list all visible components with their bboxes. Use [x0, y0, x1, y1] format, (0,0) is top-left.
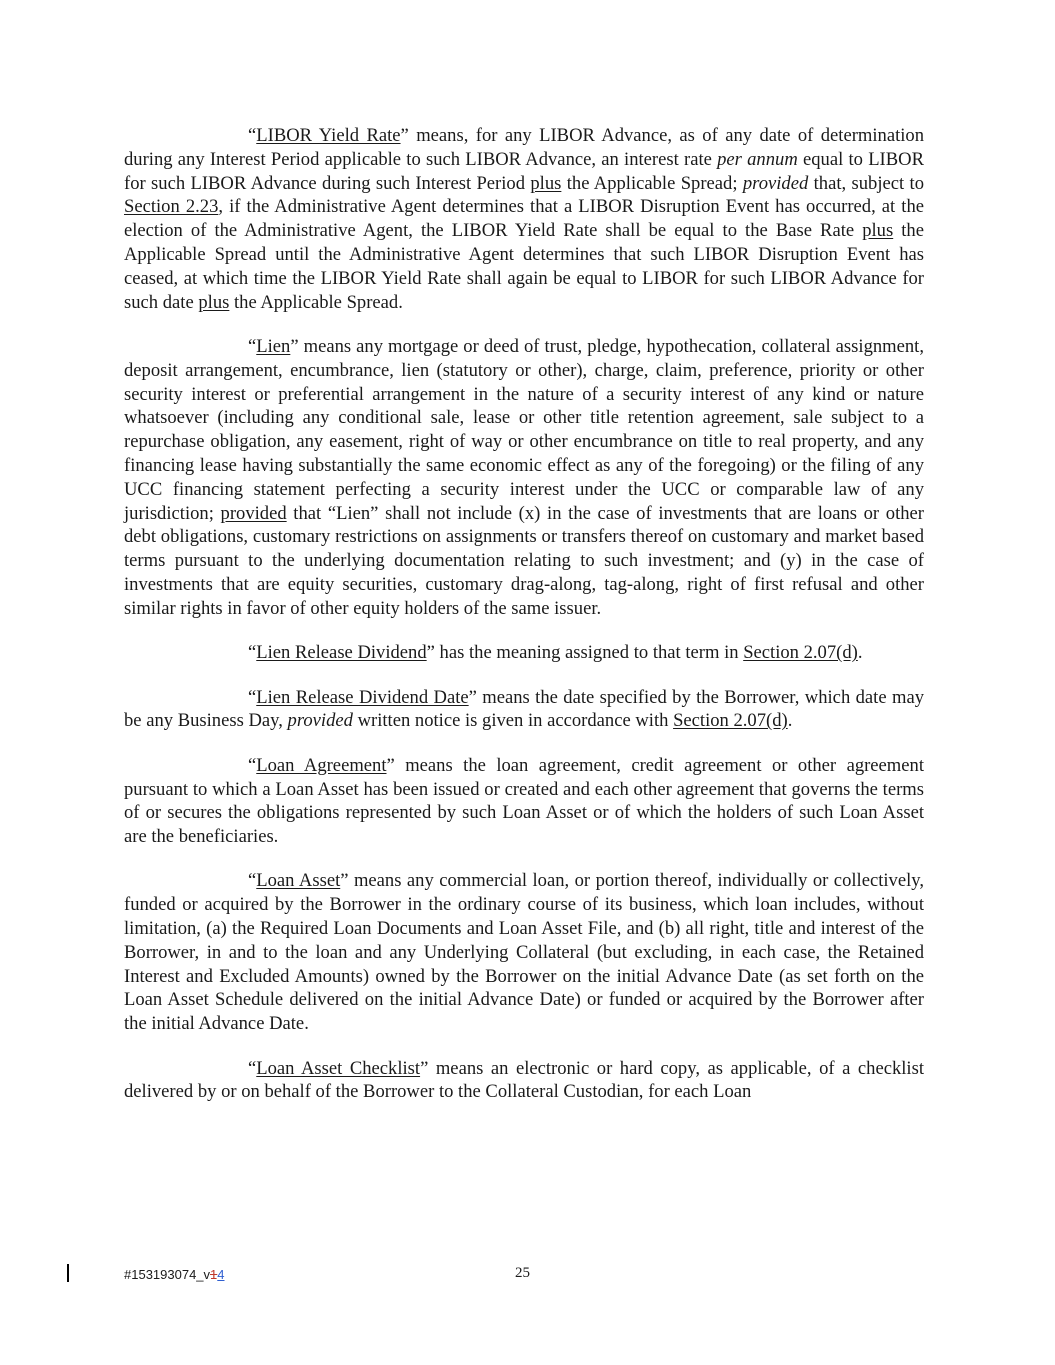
version-inserted: 4	[217, 1267, 225, 1282]
defined-term-or-reference: Lien Release Dividend Date	[256, 686, 469, 708]
definition-lien-release-dividend-date	[124, 686, 924, 734]
text-run: “	[248, 642, 257, 664]
text-run: .	[857, 642, 863, 664]
text-run: the Applicable Spread until the Administrative Agent determines that such LIBOR Disruption Event has ceased, at which time the LIBOR Yield Rate shall again be equal to LIBOR for such LIBOR Advance for such date	[124, 220, 924, 313]
defined-term-or-reference: Section 2.23	[124, 196, 219, 218]
text-run: “	[248, 125, 257, 146]
italic-text: provided	[287, 710, 353, 732]
text-run: the Applicable Spread.	[229, 291, 403, 313]
defined-term-or-reference: Loan Asset Checklist	[256, 1057, 421, 1079]
definition-lien	[124, 335, 924, 621]
text-run: , if the Administrative Agent determines that a LIBOR Disruption Event has occurred, at the election of the Administrative Agent, the LIBOR Yield Rate shall be equal to the Base Rate	[124, 196, 924, 242]
defined-term-or-reference: Lien Release Dividend	[256, 642, 427, 664]
definition-loan-asset-checklist	[124, 1057, 924, 1105]
defined-term-or-reference: provided	[220, 502, 287, 524]
text-run: ” means the loan agreement, credit agreement or other agreement pursuant to which a Loan Asset has been issued or created and each other agreement that governs the terms of or secures the obligations represented by such Loan Asset or of which the holders of such Loan Asset are the beneficiaries.	[124, 754, 924, 848]
text-run: ” means an electronic or hard copy, as applicable, of a checklist delivered by or on behalf of the Borrower to the Collateral Custodian, for each Loan	[124, 1057, 924, 1103]
italic-text: provided	[742, 172, 809, 194]
defined-term-or-reference: Loan Asset	[256, 870, 341, 892]
definition-loan-asset	[124, 869, 924, 1036]
page-number: 25	[515, 1265, 530, 1281]
doc-id-prefix: #153193074_v	[124, 1267, 211, 1282]
text-run: ” means any commercial loan, or portion thereof, individually or collectively, funded or acquired by the Borrower in the ordinary course of its business, which loan includes, without limitation, (a) the Required Loan Documents and Loan Asset File, and (b) all right, title and interest of the Borrower, in and to the loan and any Underlying Collateral (but excluding, in each case, the Retained Interest and Excluded Amounts) owned by the Borrower on the initial Advance Date (as set forth on the Loan Asset Schedule delivered on the initial Advance Date) or funded or acquired by the Borrower after the initial Advance Date.	[124, 870, 924, 1035]
defined-term-or-reference: plus	[198, 291, 230, 313]
text-run: ” has the meaning assigned to that term in	[426, 642, 744, 664]
text-run: “	[248, 686, 257, 708]
text-run: that, subject to	[808, 172, 925, 194]
text-run: the Applicable Spread;	[561, 172, 743, 194]
defined-term-or-reference: Loan Agreement	[256, 754, 387, 776]
text-run: ” means, for any LIBOR Advance, as of any date of determination during any Interest Period applicable to such LIBOR Advance, an interest rate	[124, 125, 925, 170]
defined-term-or-reference: Section 2.07(d)	[673, 710, 788, 732]
text-run: “	[248, 870, 257, 892]
text-run: that “Lien” shall not include (x) in the case of investments that are loans or other debt obligations, customary restrictions on assignments or transfers thereof on customary and market based terms pursuant to the underlying documentation relating to such investment; and (y) in the case of investments that are equity securities, customary drag-along, tag-along, right of first refusal and other similar rights in favor of other equity holders of the same issuer.	[124, 502, 924, 619]
text-run: “	[248, 335, 257, 357]
text-run: written notice is given in accordance with	[352, 710, 674, 732]
definition-libor-yield-rate	[124, 124, 924, 314]
defined-term-or-reference: LIBOR Yield Rate	[256, 125, 401, 146]
defined-term-or-reference: Section 2.07(d)	[743, 642, 858, 664]
text-run: .	[787, 710, 793, 732]
text-run: equal to LIBOR for such LIBOR Advance during such Interest Period	[124, 148, 924, 194]
text-run: ” means the date specified by the Borrower, which date may be any Business Day,	[124, 686, 925, 732]
definition-loan-agreement	[124, 754, 924, 849]
document-body	[124, 124, 924, 1104]
definition-lien-release-dividend	[124, 641, 924, 665]
italic-text: per annum	[717, 148, 798, 170]
text-run: ” means any mortgage or deed of trust, pledge, hypothecation, collateral assignment, deposit arrangement, encumbrance, lien (statutory or other), charge, claim, preference, priority or other security interest or preferential arrangement in the nature of a security interest of any kind or nature whatsoever (including any conditional sale, lease or other title retention agreement, sale subject to a repurchase obligation, any easement, right of way or other encumbrance on title to real property, and any financing lease having substantially the same economic effect as any of the foregoing) or the filing of any UCC financing statement perfecting a security interest under the UCC or comparable law of any jurisdiction;	[124, 335, 924, 524]
text-run: “	[248, 1057, 257, 1079]
defined-term-or-reference: plus	[862, 220, 894, 242]
version-deleted: 1	[210, 1267, 218, 1282]
defined-term-or-reference: Lien	[256, 335, 291, 357]
text-run: “	[248, 754, 257, 776]
defined-term-or-reference: plus	[530, 172, 562, 194]
